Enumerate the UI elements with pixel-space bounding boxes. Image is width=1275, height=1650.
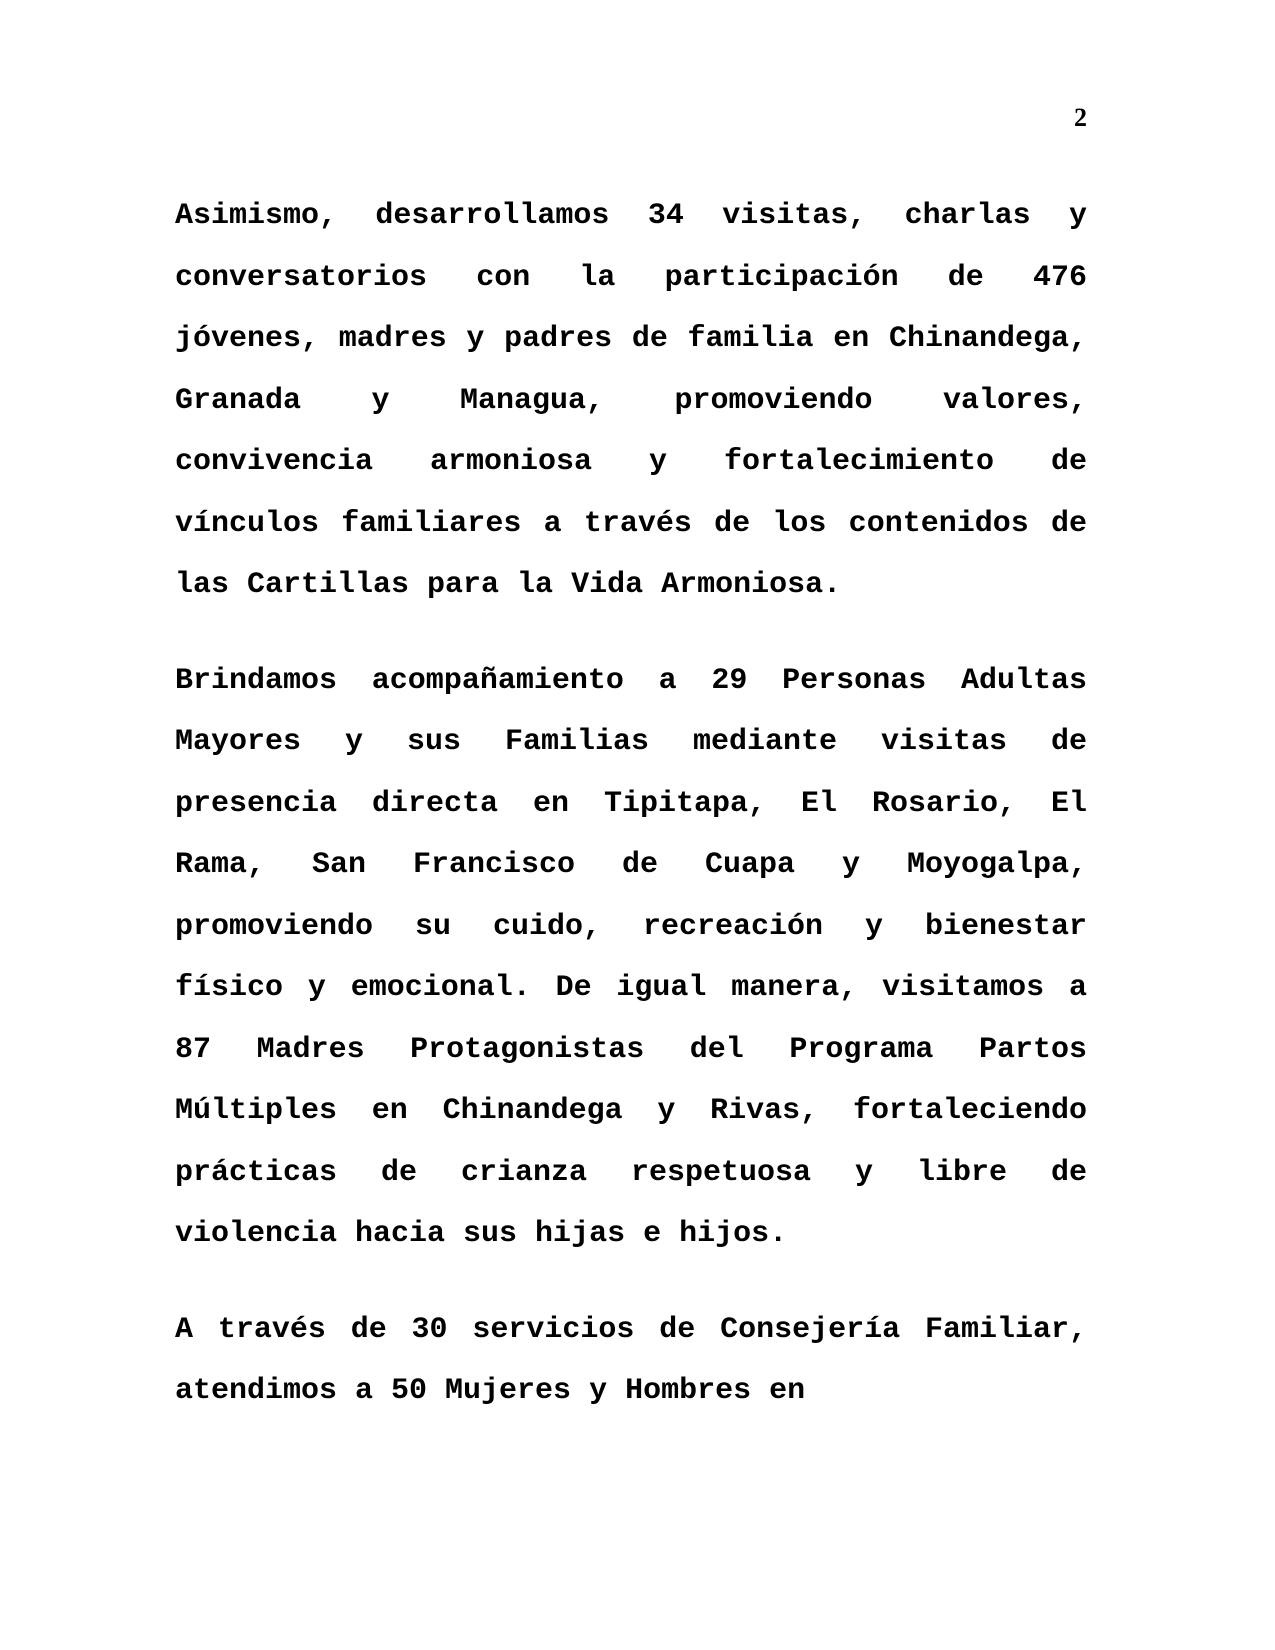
body-text	[175, 186, 1087, 1457]
paragraph-elderly-support: Brindamos acompañamiento a 29 Personas Adultas Mayores y sus Familias mediante visitas de presencia directa en Tipitapa, El Rosario, El Rama, San Francisco de Cuapa y Moyogalpa, promoviendo su cuido, recreación y bienestar físico y emocional. De igual manera, visitamos a 87 Madres Protagonistas del Programa Partos Múltiples en Chinandega y Rivas, fortaleciendo prácticas de crianza respetuosa y libre de violencia hacia sus hijas e hijos.	[175, 663, 1087, 1251]
page-number: 2	[1074, 103, 1087, 132]
paragraph-family-counseling: A través de 30 servicios de Consejería Familiar, atendimos a 50 Mujeres y Hombres en	[175, 1312, 1087, 1408]
paragraph-visits-talks: Asimismo, desarrollamos 34 visitas, charlas y conversatorios con la participación de 476 jóvenes, madres y padres de familia en Chinandega, Granada y Managua, promoviendo valores, convivencia armoniosa y fortalecimiento de vínculos familiares a través de los contenidos de las Cartillas para la Vida Armoniosa.	[175, 199, 1087, 602]
